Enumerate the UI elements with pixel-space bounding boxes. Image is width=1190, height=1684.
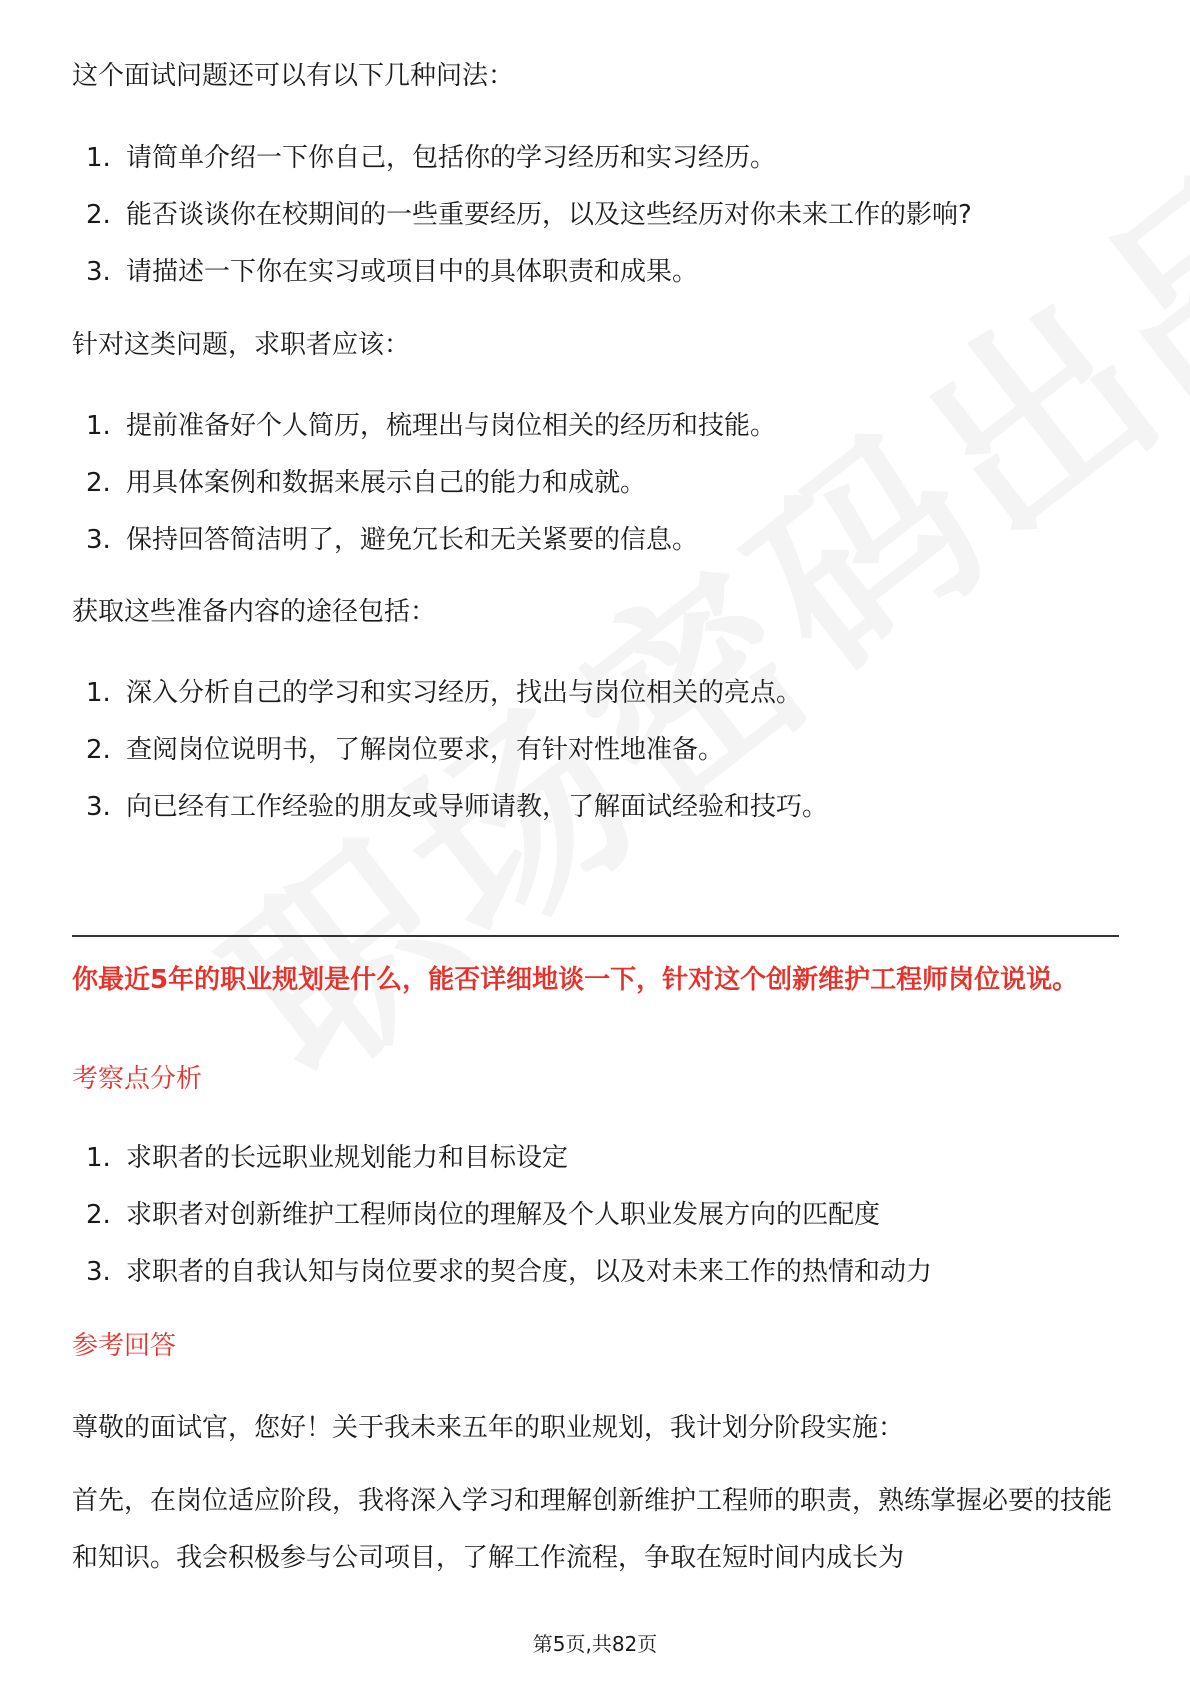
list-item-text: 请简单介绍一下你自己，包括你的学习经历和实习经历。 (126, 143, 777, 173)
list-item (72, 197, 972, 254)
list-item (72, 408, 776, 465)
list-item (72, 254, 972, 311)
list-item (72, 522, 776, 579)
section2-intro: 针对这类问题，求职者应该： (72, 330, 411, 360)
list-item (72, 732, 828, 789)
answer-paragraph: 首先，在岗位适应阶段，我将深入学习和理解创新维护工程师的职责，熟练掌握必要的技能和知识。我会积极参与公司项目，了解工作流程，争取在短时间内成长为 (72, 1486, 1113, 1573)
list-item-number: 3. (86, 525, 111, 555)
list-item (72, 465, 776, 522)
list-item-text: 提前准备好个人简历，梳理出与岗位相关的经历和技能。 (126, 411, 777, 441)
list-item-text: 求职者的自我认知与岗位要求的契合度，以及对未来工作的热情和动力 (126, 1257, 933, 1287)
list-item (72, 140, 972, 197)
list-item (72, 789, 828, 846)
list-item (72, 1197, 932, 1254)
list-item (72, 1140, 932, 1197)
analysis-title: 考察点分析 (72, 1064, 203, 1094)
list-item-text: 能否谈谈你在校期间的一些重要经历，以及这些经历对你未来工作的影响? (126, 200, 972, 230)
list-item-number: 2. (86, 200, 111, 230)
analysis-list (72, 1140, 932, 1311)
list-item-text: 请描述一下你在实习或项目中的具体职责和成果。 (126, 257, 699, 287)
list-item-number: 3. (86, 257, 111, 287)
list-item-number: 3. (86, 792, 111, 822)
page-number: 第5页,共82页 (532, 1632, 658, 1656)
list-item-number: 2. (86, 468, 111, 498)
list-item (72, 1254, 932, 1311)
list-item-number: 2. (86, 735, 111, 765)
answer-greeting: 尊敬的面试官，您好！关于我未来五年的职业规划，我计划分阶段实施： (72, 1413, 905, 1443)
section3-intro: 获取这些准备内容的途径包括： (72, 597, 437, 627)
list-item-text: 保持回答简洁明了，避免冗长和无关紧要的信息。 (126, 525, 699, 555)
list-item-number: 3. (86, 1257, 111, 1287)
section1-intro: 这个面试问题还可以有以下几种问法： (72, 61, 515, 91)
question-heading: 你最近5年的职业规划是什么，能否详细地谈一下，针对这个创新维护工程师岗位说说。 (72, 965, 1079, 995)
section1-list (72, 140, 972, 311)
list-item (72, 675, 828, 732)
list-item-text: 深入分析自己的学习和实习经历，找出与岗位相关的亮点。 (126, 678, 803, 708)
list-item-number: 1. (86, 143, 111, 173)
answer-title: 参考回答 (72, 1331, 177, 1361)
section3-list (72, 675, 828, 846)
list-item-number: 1. (86, 1143, 111, 1173)
section-divider (72, 935, 1119, 937)
list-item-text: 用具体案例和数据来展示自己的能力和成就。 (126, 468, 647, 498)
list-item-number: 1. (86, 678, 111, 708)
list-item-number: 2. (86, 1200, 111, 1230)
list-item-text: 查阅岗位说明书，了解岗位要求，有针对性地准备。 (126, 735, 725, 765)
list-item-number: 1. (86, 411, 111, 441)
list-item-text: 求职者的长远职业规划能力和目标设定 (126, 1143, 569, 1173)
section2-list (72, 408, 776, 579)
list-item-text: 求职者对创新维护工程师岗位的理解及个人职业发展方向的匹配度 (126, 1200, 881, 1230)
list-item-text: 向已经有工作经验的朋友或导师请教，了解面试经验和技巧。 (126, 792, 829, 822)
